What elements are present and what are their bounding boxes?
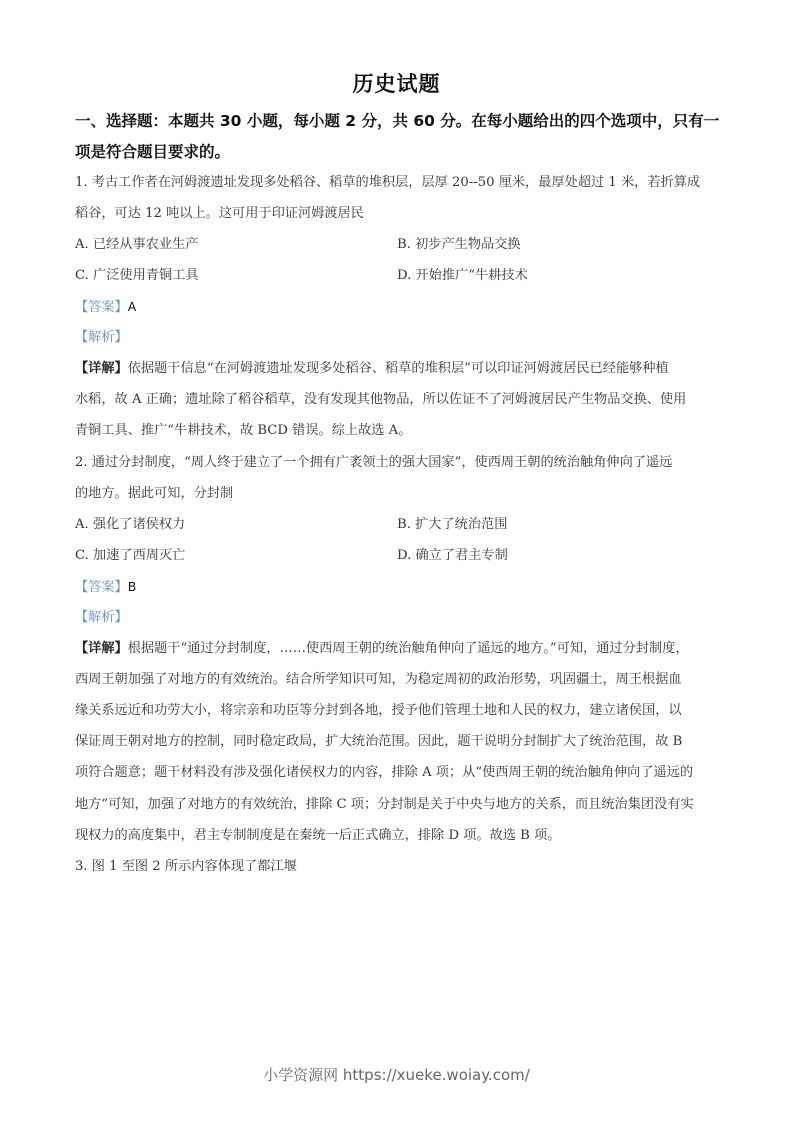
option-text: 开始推广“牛耕技术 [415, 268, 528, 283]
option-c [75, 546, 185, 566]
detail-line: 保证周王朝对地方的控制，同时稳定政局，扩大统治范围。因此，题干说明分封制扩大了统治范围，故 B [75, 734, 683, 749]
option-d [397, 266, 528, 286]
question-stem-line: 的地方。据此可知，分封制 [75, 486, 234, 501]
question-stem-line: 2. 通过分封制度，“周人终于建立了一个拥有广袤领土的强大国家”，使西周王朝的统治触角伸向了遥远 [75, 455, 673, 470]
option-text: 已经从事农业生产 [92, 237, 199, 252]
answer-value: B [127, 579, 137, 594]
option-b [397, 235, 521, 255]
option-label: C. [75, 268, 89, 283]
option-label: D. [397, 268, 412, 283]
detail-text: 根据题干“通过分封制度，……使西周王朝的统治触角伸向了遥远的地方。”可知，通过分封制度， [127, 641, 689, 656]
option-text: 初步产生物品交换 [415, 237, 521, 252]
analysis-row [75, 328, 725, 348]
section-heading-line: 一、选择题：本题共 30 小题，每小题 2 分，共 60 分。在每小题给出的四个选项中，只有一 [75, 112, 720, 130]
section-heading [75, 106, 725, 168]
option-text: 强化了诸侯权力 [92, 517, 186, 532]
section-heading-line: 项是符合题目要求的。 [75, 143, 231, 161]
detail-line: 青铜工具、推广“牛耕技术，故 BCD 错误。综上故选 A。 [75, 423, 412, 438]
answer-tag: 【答案】 [75, 300, 128, 315]
analysis-tag: 【解析】 [75, 610, 128, 625]
option-label: B. [397, 237, 411, 252]
option-label: A. [75, 237, 89, 252]
answer-value: A [127, 299, 137, 314]
footer-watermark: 小学资源网 https://xueke.woiay.com/ [263, 1066, 530, 1084]
option-label: B. [397, 517, 411, 532]
page-title: 历史试题 [352, 72, 441, 96]
detail-line [75, 359, 725, 379]
answer-row [75, 297, 725, 318]
answer-tag: 【答案】 [75, 580, 128, 595]
question-stem-line: 1. 考古工作者在河姆渡遗址发现多处稻谷、稻草的堆积层，层厚 20--50 厘米，最厚处超过 1 米，若折算成 [75, 175, 701, 190]
detail-tag: 【详解】 [75, 361, 128, 376]
detail-text: 依据题干信息“在河姆渡遗址发现多处稻谷、稻草的堆积层”可以印证河姆渡居民已经能够种植 [127, 361, 669, 376]
detail-line: 地方”可知，加强了对地方的有效统治，排除 C 项；分封制是关于中央与地方的关系，而且统治集团没有实 [75, 797, 694, 812]
analysis-row [75, 608, 725, 628]
answer-row [75, 577, 725, 598]
option-a [75, 235, 198, 255]
option-a [75, 515, 185, 535]
detail-line: 西周王朝加强了对地方的有效统治。结合所学知识可知，为稳定周初的政治形势，巩固疆土，周王根据血 [75, 672, 682, 687]
option-label: A. [75, 517, 89, 532]
option-label: C. [75, 548, 89, 563]
option-text: 扩大了统治范围 [415, 517, 508, 532]
option-text: 确立了君主专制 [415, 548, 508, 563]
detail-line: 项符合题意；题干材料没有涉及强化诸侯权力的内容，排除 A 项；从“使西周王朝的统治触角伸向了遥远的 [75, 765, 694, 780]
detail-line: 缘关系远近和功劳大小，将宗亲和功臣等分封到各地，授予他们管理土地和人民的权力，建立诸侯国，以 [75, 703, 682, 718]
option-text: 加速了西周灭亡 [93, 548, 186, 563]
option-label: D. [397, 548, 412, 563]
analysis-tag: 【解析】 [75, 330, 128, 345]
question-stem-line: 稻谷，可达 12 吨以上。这可用于印证河姆渡居民 [75, 206, 364, 221]
option-d [397, 546, 508, 566]
option-b [397, 515, 507, 535]
detail-line: 现权力的高度集中，君主专制制度是在秦统一后正式确立，排除 D 项。故选 B 项。 [75, 828, 561, 843]
option-text: 广泛使用青铜工具 [93, 268, 199, 283]
detail-tag: 【详解】 [75, 641, 128, 656]
option-c [75, 266, 199, 286]
question-stem-line: 3. 图 1 至图 2 所示内容体现了都江堰 [75, 859, 297, 874]
detail-line: 水稻，故 A 正确；遗址除了稻谷稻草，没有发现其他物品，所以佐证不了河姆渡居民产生物品交换、使用 [75, 392, 687, 407]
detail-line [75, 639, 725, 659]
